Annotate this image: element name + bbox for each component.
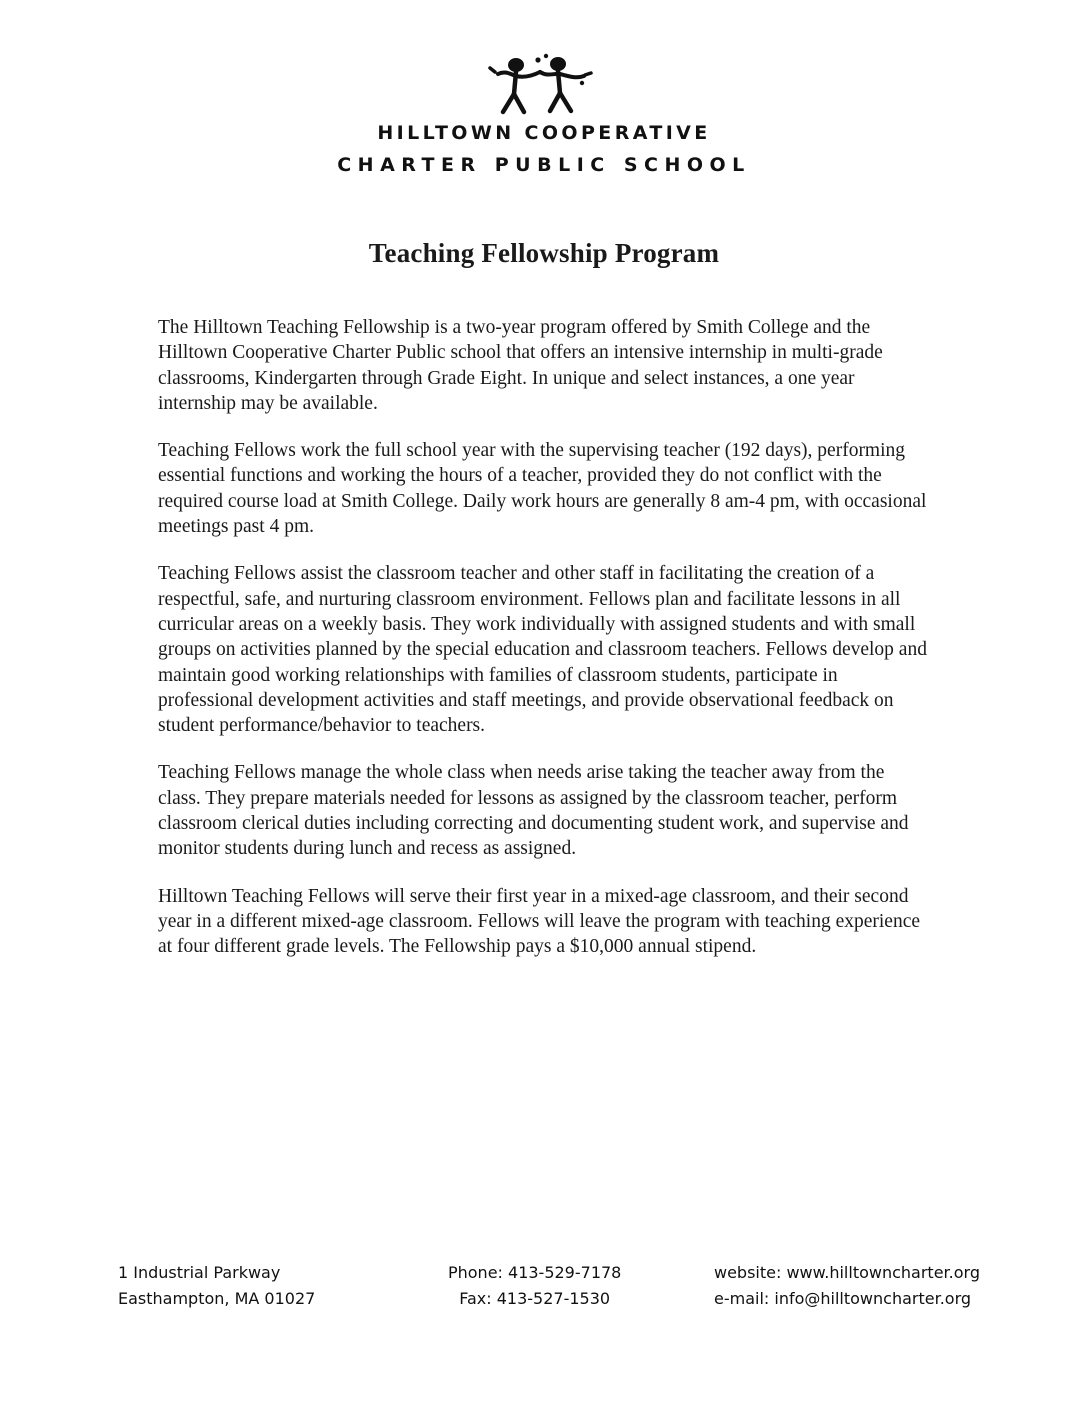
footer [0, 1260, 1088, 1312]
footer-phone: Phone: 413-529-7178 [447, 1263, 622, 1282]
footer-address-line-1: 1 Industrial Parkway [118, 1263, 281, 1282]
body-paragraph: Teaching Fellows manage the whole class when needs arise taking the teacher away from the class. They prepare materials needed for lessons as assigned by the classroom teacher, perform classroom clerical duties including correcting and documenting student work, and supervise and monitor students during lunch and recess as assigned. [158, 762, 909, 860]
footer-email[interactable]: e-mail: info@hilltowncharter.org [714, 1289, 972, 1308]
footer-contact [448, 1260, 621, 1312]
footer-web [714, 1260, 980, 1312]
footer-address-line-2: Easthampton, MA 01027 [118, 1289, 316, 1308]
page-title: Teaching Fellowship Program [368, 238, 720, 268]
two-figures-holding-hands-icon [454, 50, 634, 120]
org-name-line-2: CHARTER PUBLIC SCHOOL [337, 154, 751, 176]
body-paragraph: Hilltown Teaching Fellows will serve their first year in a mixed-age classroom, and their second year in a different mixed-age classroom. Fellows will leave the program with teaching experience at four different grade levels. The Fellowship pays a $10,000 annual stipend. [158, 885, 921, 958]
org-name-line-1: HILLTOWN COOPERATIVE [377, 122, 711, 144]
document-body [158, 315, 928, 960]
letterhead [0, 0, 1088, 176]
footer-fax: Fax: 413-527-1530 [459, 1289, 611, 1308]
body-paragraph: Teaching Fellows work the full school year with the supervising teacher (192 days), performing essential functions and working the hours of a teacher, provided they do not conflict with the required course load at Smith College. Daily work hours are generally 8 am-4 pm, with occasional meetings past 4 pm. [158, 440, 927, 538]
body-paragraph: Teaching Fellows assist the classroom teacher and other staff in facilitating the creation of a respectful, safe, and nurturing classroom environment. Fellows plan and facilitate lessons in all curricular areas on a weekly basis. They work individually with assigned students and with small groups on activities planned by the special education and classroom teachers. Fellows develop and maintain good working relationships with families of classroom students, participate in professional development activities and staff meetings, and provide observational feedback on student performance/behavior to teachers. [158, 563, 927, 737]
footer-website[interactable]: website: www.hilltowncharter.org [714, 1263, 980, 1282]
body-paragraph: The Hilltown Teaching Fellowship is a two-year program offered by Smith College and the Hilltown Cooperative Charter Public school that offers an intensive internship in multi-grade classrooms, Kindergarten through Grade Eight. In unique and select instances, a one year internship may be available. [158, 317, 883, 414]
footer-address [118, 1260, 315, 1312]
